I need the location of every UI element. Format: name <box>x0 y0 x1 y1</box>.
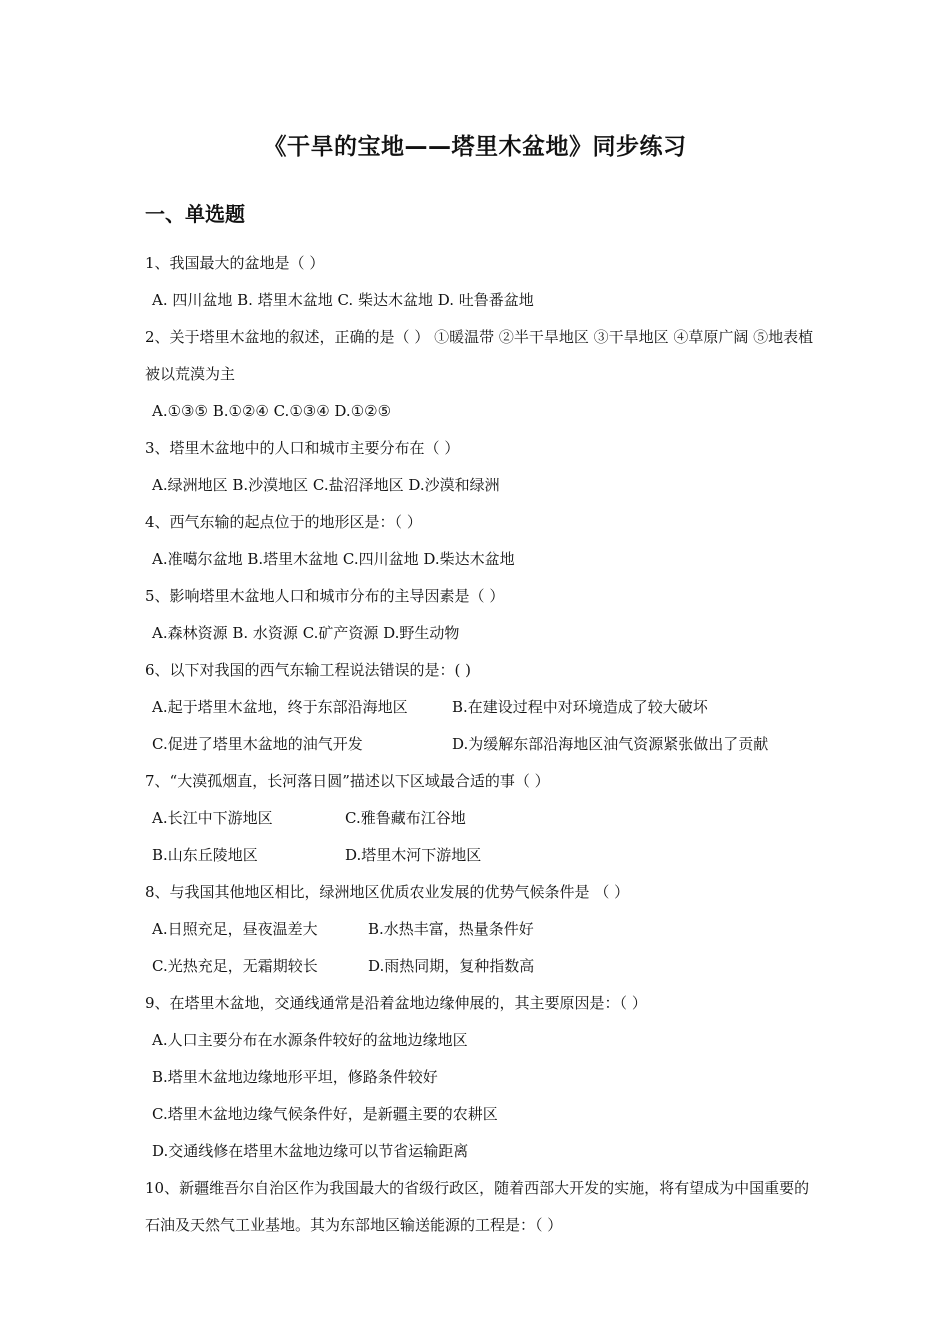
question-9-option-b: B.塔里木盆地边缘地形平坦，修路条件较好 <box>152 1068 438 1086</box>
question-6-option-b: B.在建设过程中对环境造成了较大破坏 <box>452 698 708 716</box>
question-4-options: A.准噶尔盆地 B.塔里木盆地 C.四川盆地 D.柴达木盆地 <box>152 550 515 568</box>
question-9-stem: 9、在塔里木盆地，交通线通常是沿着盆地边缘伸展的，其主要原因是：（ ） <box>145 994 647 1012</box>
question-6-stem: 6、以下对我国的西气东输工程说法错误的是：( ) <box>145 661 472 679</box>
question-7-option-c: C.雅鲁藏布江谷地 <box>345 809 466 827</box>
question-8-option-b: B.水热丰富，热量条件好 <box>368 920 534 938</box>
question-3-stem: 3、塔里木盆地中的人口和城市主要分布在（ ） <box>145 439 460 457</box>
question-6-options-row-2 <box>145 731 820 768</box>
question-1-stem: 1、我国最大的盆地是（ ） <box>145 254 325 272</box>
question-8-option-a: A.日照充足，昼夜温差大 <box>152 920 318 938</box>
question-6-option-d: D.为缓解东部沿海地区油气资源紧张做出了贡献 <box>452 735 769 753</box>
question-9-option-a: A.人口主要分布在水源条件较好的盆地边缘地区 <box>152 1031 468 1049</box>
question-8-options-row-1 <box>145 916 820 953</box>
question-list <box>145 250 820 1244</box>
question-3-options: A.绿洲地区 B.沙漠地区 C.盐沼泽地区 D.沙漠和绿洲 <box>152 476 500 494</box>
question-10-stem: 10、新疆维吾尔自治区作为我国最大的省级行政区，随着西部大开发的实施，将有望成为中国重要的石油及天然气工业基地。其为东部地区输送能源的工程是：（ ） <box>145 1179 810 1234</box>
question-8-stem: 8、与我国其他地区相比，绿洲地区优质农业发展的优势气候条件是 （ ） <box>145 883 630 901</box>
question-7-option-a: A.长江中下游地区 <box>152 809 273 827</box>
question-6-option-c: C.促进了塔里木盆地的油气开发 <box>152 735 363 753</box>
question-8-options-row-2 <box>145 953 820 990</box>
question-5-options: A.森林资源 B. 水资源 C.矿产资源 D.野生动物 <box>152 624 460 642</box>
question-8-option-c: C.光热充足，无霜期较长 <box>152 957 318 975</box>
question-8-option-d: D.雨热同期，复种指数高 <box>368 957 535 975</box>
section-heading: 一、单选题 <box>145 202 245 226</box>
question-4-stem: 4、西气东输的起点位于的地形区是：（ ） <box>145 513 422 531</box>
question-2-options: A.①③⑤ B.①②④ C.①③④ D.①②⑤ <box>152 402 392 420</box>
question-9-option-d: D.交通线修在塔里木盆地边缘可以节省运输距离 <box>152 1142 469 1160</box>
question-6-option-a: A.起于塔里木盆地，终于东部沿海地区 <box>152 698 408 716</box>
question-5-stem: 5、影响塔里木盆地人口和城市分布的主导因素是（ ） <box>145 587 505 605</box>
question-1-options: A. 四川盆地 B. 塔里木盆地 C. 柴达木盆地 D. 吐鲁番盆地 <box>152 291 534 309</box>
question-9-option-c: C.塔里木盆地边缘气候条件好，是新疆主要的农耕区 <box>152 1105 498 1123</box>
question-2-stem: 2、关于塔里木盆地的叙述，正确的是（ ） ①暖温带 ②半干旱地区 ③干旱地区 ④草原广阔 ⑤地表植被以荒漠为主 <box>145 328 814 383</box>
question-7-option-b: B.山东丘陵地区 <box>152 846 258 864</box>
question-7-options-row-1 <box>145 805 820 842</box>
question-7-option-d: D.塔里木河下游地区 <box>345 846 482 864</box>
question-7-options-row-2 <box>145 842 820 879</box>
document-title: 《干旱的宝地——塔里木盆地》同步练习 <box>263 134 687 160</box>
question-6-options-row-1 <box>145 694 820 731</box>
question-7-stem: 7、“大漠孤烟直，长河落日圆”描述以下区域最合适的事（ ） <box>145 772 550 790</box>
